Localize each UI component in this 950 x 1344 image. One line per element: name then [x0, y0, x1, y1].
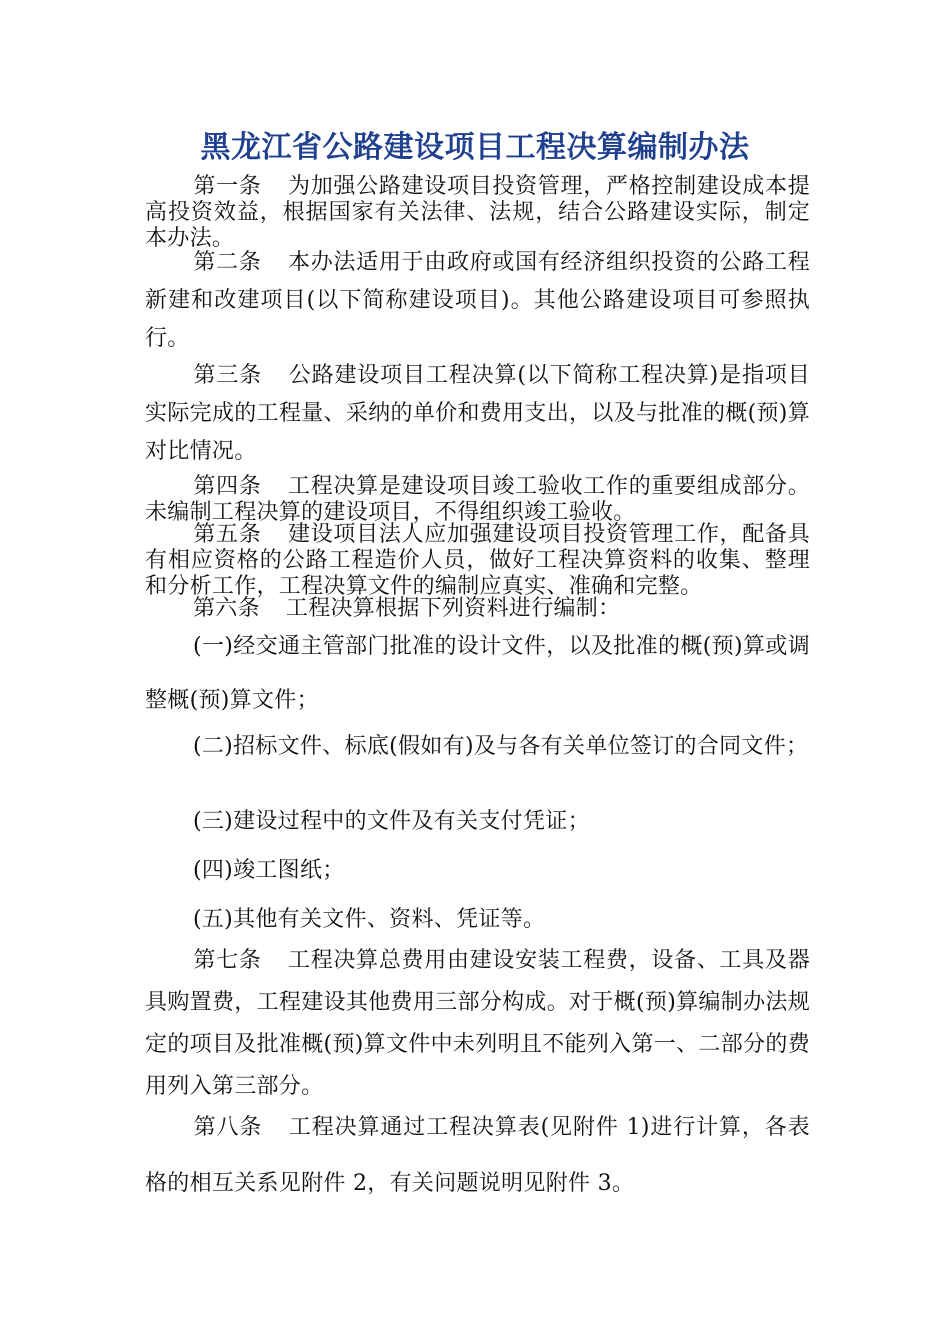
article-5 — [145, 522, 810, 600]
list-item — [145, 730, 810, 764]
article-8 — [145, 1100, 810, 1212]
article-text: 本办法适用于由政府或国有经济组织投资的公路工程新建和改建项目(以下简称建设项目)。其他公路建设项目可参照执行。 — [145, 250, 810, 351]
list-item — [145, 903, 810, 937]
article-1 — [145, 174, 810, 252]
article-text: 工程决算总费用由建设安装工程费，设备、工具及器具购置费，工程建设其他费用三部分构成。对于概(预)算编制办法规定的项目及批准概(预)算文件中未列明且不能列入第一、二部分的费用列入第三部分。 — [145, 948, 810, 1099]
article-label: 第一条 — [193, 174, 262, 199]
article-label: 第二条 — [193, 250, 262, 275]
article-text: 工程决算通过工程决算表(见附件 1)进行计算，各表格的相互关系见附件 2，有关问题说明见附件 3。 — [145, 1115, 810, 1196]
list-item — [145, 854, 810, 888]
article-label: 第七条 — [193, 948, 262, 973]
article-text: 为加强公路建设项目投资管理，严格控制建设成本提高投资效益，根据国家有关法律、法规，结合公路建设实际，制定本办法。 — [145, 174, 810, 251]
article-label: 第三条 — [193, 363, 263, 388]
article-label: 第八条 — [193, 1115, 263, 1140]
list-item-text: (五)其他有关文件、资料、凭证等。 — [193, 907, 546, 932]
list-item-text: (一)经交通主管部门批准的设计文件，以及批准的概(预)算或调整概(预)算文件； — [145, 634, 810, 713]
article-label: 第四条 — [193, 474, 262, 499]
article-4 — [145, 474, 810, 526]
article-text: 公路建设项目工程决算(以下简称工程决算)是指项目实际完成的工程量、采纳的单价和费用支出，以及与批准的概(预)算对比情况。 — [145, 363, 810, 464]
document-title: 黑龙江省公路建设项目工程决算编制办法 — [200, 130, 750, 165]
list-item-text: (二)招标文件、标底(假如有)及与各有关单位签订的合同文件； — [193, 734, 809, 759]
article-3 — [145, 357, 810, 471]
article-text: 建设项目法人应加强建设项目投资管理工作，配备具有相应资格的公路工程造价人员，做好工程决算资料的收集、整理和分析工作，工程决算文件的编制应真实、准确和完整。 — [145, 522, 810, 599]
article-2 — [145, 244, 810, 358]
article-text: 工程决算是建设项目竣工验收工作的重要组成部分。未编制工程决算的建设项目，不得组织竣工验收。 — [145, 474, 810, 525]
list-item-text: (三)建设过程中的文件及有关支付凭证； — [193, 809, 590, 834]
article-7 — [145, 940, 810, 1108]
list-item-text: (四)竣工图纸； — [193, 858, 345, 883]
list-item — [145, 620, 810, 728]
article-label: 第六条 — [193, 596, 260, 621]
article-6 — [145, 596, 810, 622]
list-item — [145, 805, 810, 839]
article-label: 第五条 — [193, 522, 262, 547]
article-text: 工程决算根据下列资料进行编制： — [285, 596, 621, 621]
